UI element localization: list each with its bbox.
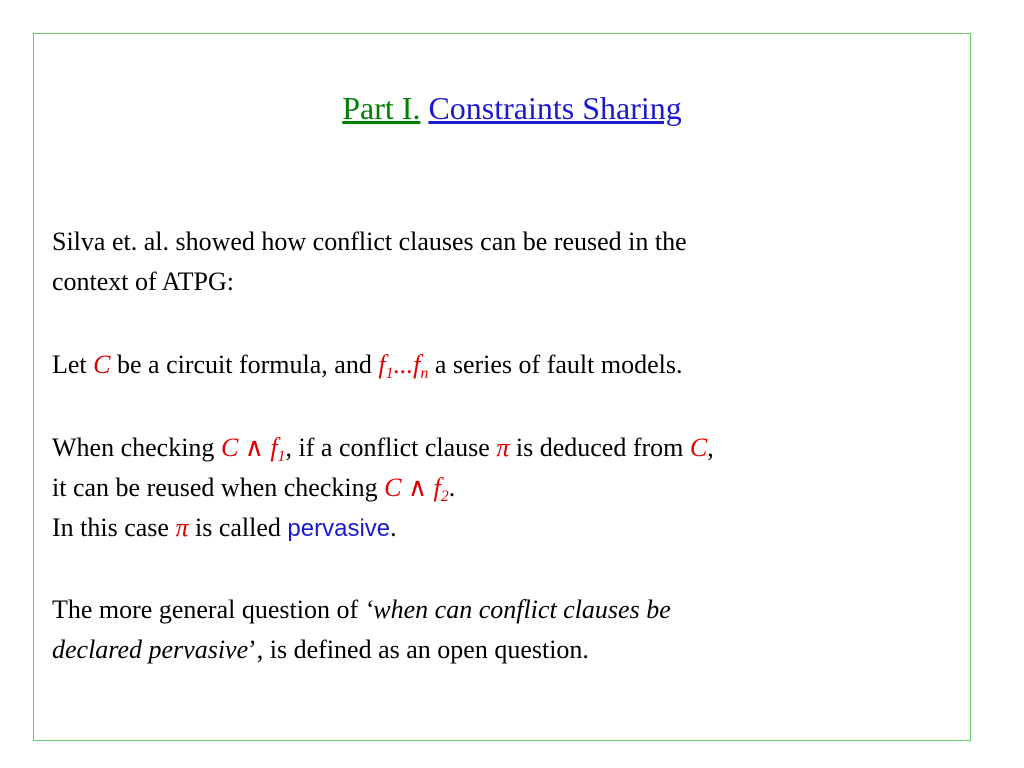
when-text-4: , (707, 433, 714, 462)
c-symbol: C (689, 433, 708, 462)
expr-c-and-f2: C ∧ $f_2$ (384, 473, 449, 505)
paragraph-when-checking (52, 428, 952, 549)
paragraph-let (52, 345, 952, 385)
let-text-3: a series of fault models. (428, 350, 683, 379)
question-quote-1: ‘when can conflict clauses be (364, 595, 671, 624)
reuse-text: it can be reused when checking (52, 473, 385, 502)
paragraph-silva-line2: context of ATPG: (52, 267, 234, 296)
paragraph-silva-line1: Silva et. al. showed how conflict clauses can be reused in the (52, 227, 687, 256)
question-quote-2: declared pervasive (52, 635, 249, 664)
when-text-1: When checking (52, 433, 221, 462)
case-text-2: is called (188, 513, 288, 542)
question-text-2: ’, is defined as an open question. (248, 635, 589, 664)
pi-symbol-2: π (175, 513, 189, 542)
case-text-end: . (390, 513, 397, 542)
paragraph-silva (52, 222, 952, 302)
when-text-3: is deduced from (509, 433, 690, 462)
case-text-1: In this case (52, 513, 176, 542)
let-text-2: be a circuit formula, and (110, 350, 379, 379)
slide-title (0, 88, 1024, 128)
expr-c-and-f1: C ∧ $f_1$ (220, 433, 286, 465)
circuit-formula-symbol: C (93, 350, 111, 379)
pervasive-term: pervasive (287, 515, 391, 542)
question-text-1: The more general question of (52, 595, 365, 624)
title-topic: Constraints Sharing (428, 90, 682, 126)
title-part: Part I. (342, 90, 421, 126)
paragraph-open-question (52, 590, 952, 670)
when-text-2: , if a conflict clause (285, 433, 497, 462)
let-text-1: Let (52, 350, 94, 379)
reuse-text-end: . (448, 473, 456, 502)
fault-model-f1: $f_1...f_n$ (378, 350, 429, 382)
pi-symbol: π (496, 433, 510, 462)
